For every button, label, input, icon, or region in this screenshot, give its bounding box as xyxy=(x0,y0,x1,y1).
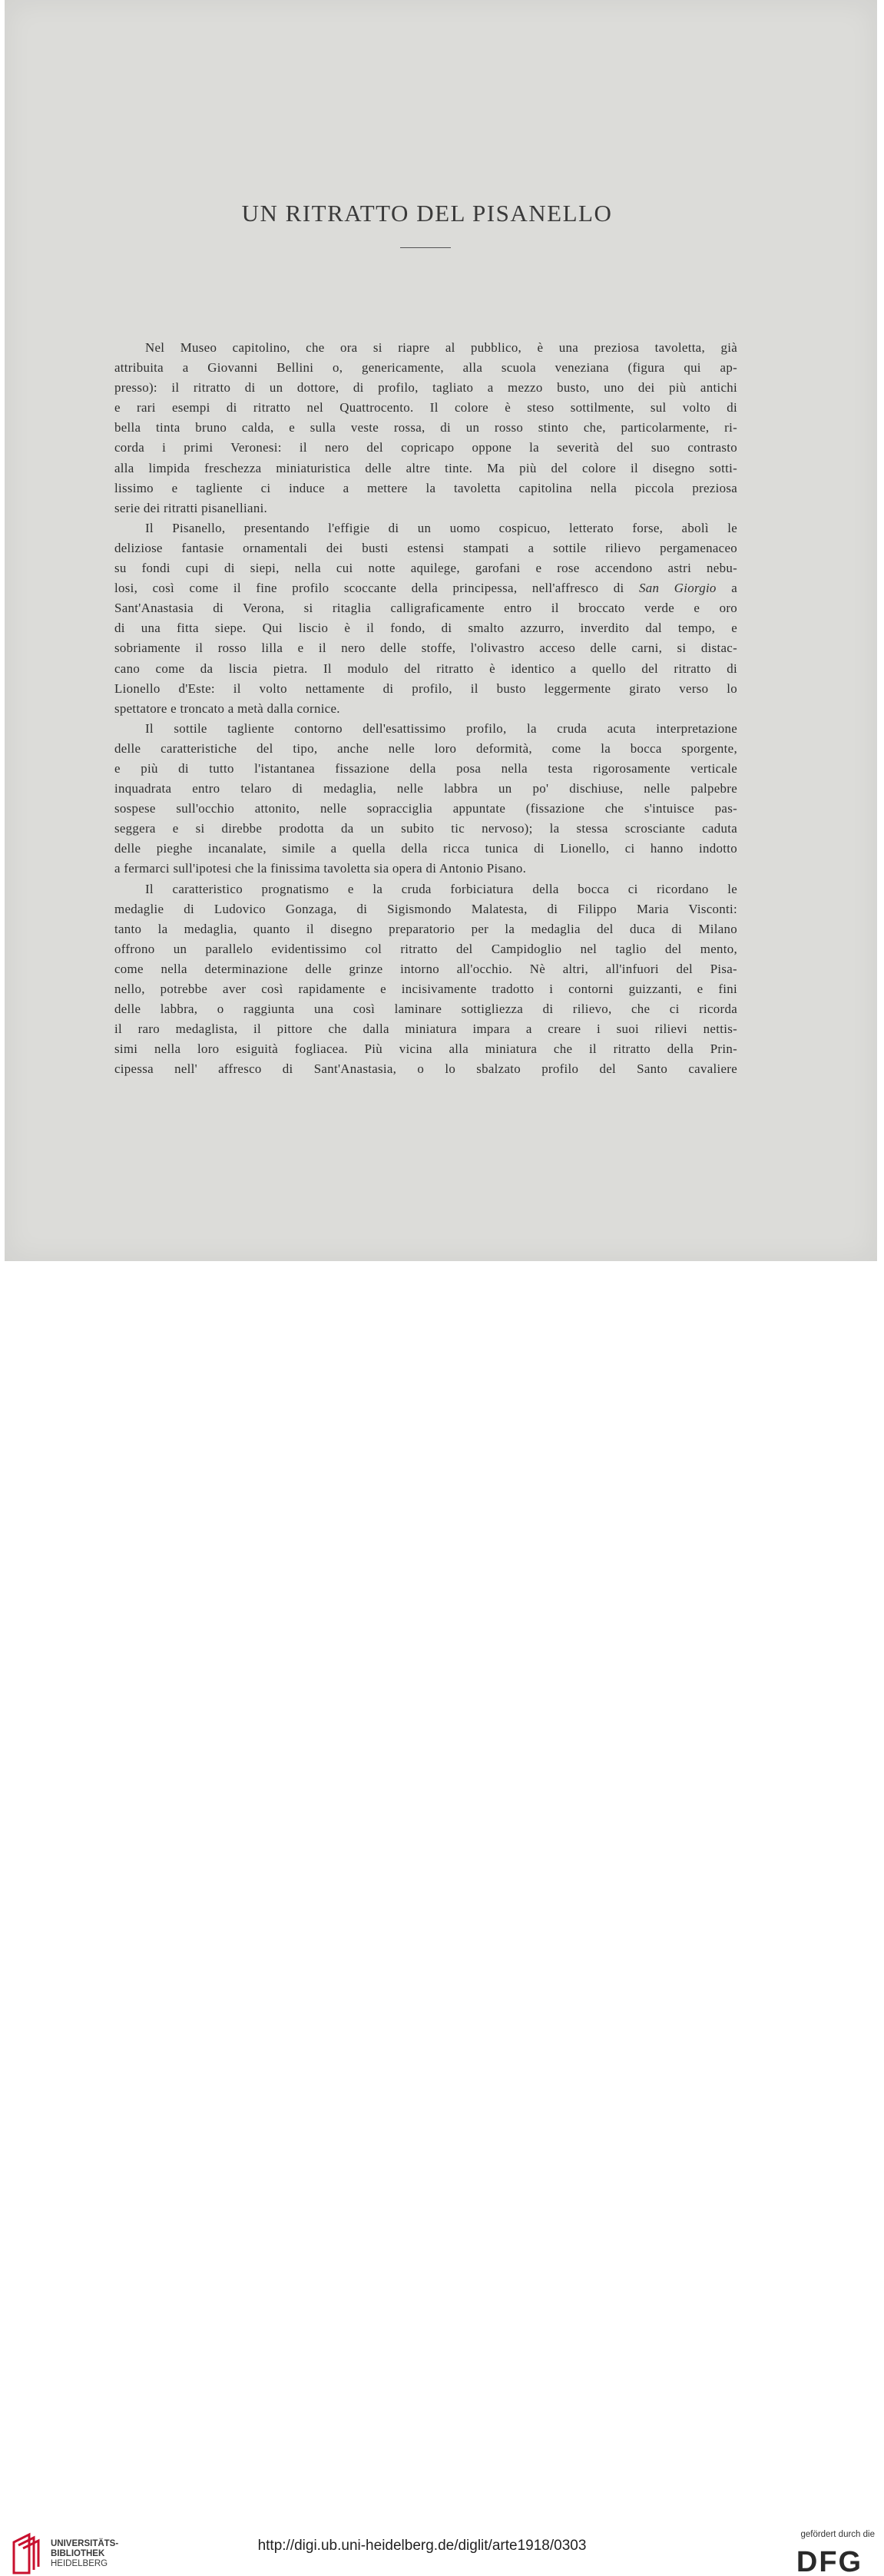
text-line-content: cano come da liscia pietra. Il modulo del ritratto è identico a quello del ritratto di xyxy=(114,661,737,676)
permalink-url[interactable]: http://digi.ub.uni-heidelberg.de/diglit/arte1918/0303 xyxy=(257,2538,587,2554)
text-line-content: inquadrata entro telaro di medaglia, nelle labbra un po' dischiuse, nelle palpebre xyxy=(114,781,737,796)
text-line-content: Il Pisanello, presentando l'effigie di un uomo cospicuo, letterato forse, abolì le xyxy=(145,520,737,535)
article-title: UN RITRATTO DEL PISANELLO xyxy=(241,200,613,227)
text-line xyxy=(114,959,737,979)
text-line-content: il raro medaglista, il pittore che dalla miniatura impara a creare i suoi rilievi nettis- xyxy=(114,1021,737,1037)
text-line-content: Sant'Anastasia di Verona, si ritaglia calligraficamente entro il broccato verde e oro xyxy=(114,601,737,616)
text-line xyxy=(114,679,737,699)
text-line xyxy=(114,1059,737,1079)
text-line xyxy=(114,498,737,518)
text-line xyxy=(114,939,737,959)
text-line xyxy=(114,879,737,899)
text-line xyxy=(114,578,737,598)
text-line-content: Il sottile tagliente contorno dell'esattissimo profilo, la cruda acuta interpretazione xyxy=(145,720,737,736)
text-line-content: attribuita a Giovanni Bellini o, genericamente, alla scuola veneziana (figura qui ap- xyxy=(114,360,737,376)
text-line-content: Lionello d'Este: il volto nettamente di profilo, il busto leggermente girato verso lo xyxy=(114,680,737,696)
text-line-content: Nel Museo capitolino, che ora si riapre al pubblico, è una preziosa tavoletta, già xyxy=(145,340,737,355)
text-line xyxy=(114,899,737,919)
text-line-content: e rari esempi di ritratto nel Quattrocento. Il colore è steso sottilmente, sul volto di xyxy=(114,400,737,416)
text-line-content: simi nella loro esiguità fogliacea. Più vicina alla miniatura che il ritratto della Prin- xyxy=(114,1041,737,1057)
text-line xyxy=(114,779,737,799)
text-line-content: cipessa nell' affresco di Sant'Anastasia, o lo sbalzato profilo del Santo cavaliere xyxy=(114,1061,737,1077)
text-line-content: delle caratteristiche del tipo, anche nelle loro deformità, come la bocca sporgente, xyxy=(114,740,737,756)
text-line xyxy=(114,538,737,558)
text-line xyxy=(114,518,737,538)
text-line xyxy=(114,799,737,819)
text-line xyxy=(114,398,737,418)
text-line-content: bella tinta bruno calda, e sulla veste rossa, di un rosso stinto che, particolarmente, ri- xyxy=(114,420,737,435)
library-line-3: HEIDELBERG xyxy=(51,2559,108,2568)
text-line-content: lissimo e tagliente ci induce a mettere la tavoletta capitolina nella piccola preziosa xyxy=(114,480,737,495)
text-line-tail: a xyxy=(716,581,737,596)
text-line xyxy=(114,418,737,438)
text-line-content: deliziose fantasie ornamentali dei busti estensi stampati a sottile rilievo pergamenaceo xyxy=(114,540,737,555)
text-line-content: losi, così come il fine profilo scoccante della principessa, nell'affresco di xyxy=(114,581,624,596)
text-line xyxy=(114,659,737,679)
text-line xyxy=(114,438,737,458)
title-rule xyxy=(400,247,451,248)
text-line-content: serie dei ritratti pisanelliani. xyxy=(114,500,268,515)
italic-title: San Giorgio xyxy=(638,581,717,596)
text-line-content: offrono un parallelo evidentissimo col ritratto del Campidoglio nel taglio del mento, xyxy=(114,941,737,956)
dfg-logo-icon xyxy=(786,2545,872,2576)
text-line xyxy=(114,759,737,779)
text-line xyxy=(114,459,737,478)
text-line-content: spettatore e troncato a metà dalla cornice. xyxy=(114,700,340,716)
text-line-content: delle labbra, o raggiunta una così laminare sottigliezza di rilievo, che ci ricorda xyxy=(114,1002,737,1017)
footer-bar xyxy=(0,1261,884,2576)
text-line-content: alla limpida freschezza miniaturistica delle altre tinte. Ma più del colore il disegno sotti- xyxy=(114,460,737,475)
text-line xyxy=(114,338,737,358)
text-line-content: sobriamente il rosso lilla e il nero delle stoffe, l'olivastro acceso delle carni, si distac- xyxy=(114,641,737,656)
text-line-content: presso): il ritratto di un dottore, di profilo, tagliato a mezzo busto, uno dei più antichi xyxy=(114,380,737,396)
text-line xyxy=(114,979,737,999)
text-line xyxy=(114,618,737,638)
text-line xyxy=(114,558,737,578)
text-line xyxy=(114,839,737,859)
funding-label: gefördert durch die xyxy=(800,2530,875,2539)
text-line-content: seggera e si direbbe prodotta da un subito tic nervoso); la stessa scrosciante caduta xyxy=(114,821,737,836)
text-line-content: nello, potrebbe aver così rapidamente e incisivamente tradotto i contorni guizzanti, e fini xyxy=(114,982,737,996)
text-line xyxy=(114,859,737,879)
text-line xyxy=(114,739,737,759)
text-line-content: di una fitta siepe. Qui liscio è il fondo, di smalto azzurro, inverdito dal tempo, e xyxy=(114,621,737,636)
text-line xyxy=(114,719,737,739)
text-line-content: e più di tutto l'istantanea fissazione della posa nella testa rigorosamente verticale xyxy=(114,760,737,776)
text-line-content: medaglie di Ludovico Gonzaga, di Sigismondo Malatesta, di Filippo Maria Visconti: xyxy=(114,901,737,916)
dfg-logo-text: DFG xyxy=(796,2546,863,2576)
text-line xyxy=(114,1039,737,1059)
text-line xyxy=(114,598,737,618)
text-line-content: su fondi cupi di siepi, nella cui notte aquilege, garofani e rose accendono astri nebu- xyxy=(114,561,737,576)
text-line xyxy=(114,1019,737,1039)
text-line-content: tanto la medaglia, quanto il disegno preparatorio per la medaglia del duca di Milano xyxy=(114,921,737,936)
library-line-1: UNIVERSITÄTS- xyxy=(51,2539,119,2548)
text-line-content: a fermarci sull'ipotesi che la finissima tavoletta sia opera di Antonio Pisano. xyxy=(114,861,527,876)
article-body xyxy=(114,338,737,1079)
scanned-page xyxy=(5,0,877,1261)
text-line-content: come nella determinazione delle grinze intorno all'occhio. Nè altri, all'infuori del Pisa- xyxy=(114,961,737,976)
library-line-2: BIBLIOTHEK xyxy=(51,2549,105,2558)
text-line xyxy=(114,358,737,378)
text-line xyxy=(114,699,737,719)
text-line xyxy=(114,919,737,939)
text-line xyxy=(114,819,737,839)
text-line-content: sospese sull'occhio attonito, nelle sopracciglia appuntate (fissazione che s'intuisce pas- xyxy=(114,801,737,816)
text-line xyxy=(114,999,737,1019)
text-line xyxy=(114,378,737,398)
text-line-content: corda i primi Veronesi: il nero del copricapo oppone la severità del suo contrasto xyxy=(114,440,737,455)
text-line-content: Il caratteristico prognatismo e la cruda forbiciatura della bocca ci ricordano le xyxy=(145,881,737,896)
text-line xyxy=(114,638,737,658)
text-line-content: delle pieghe incanalate, simile a quella della ricca tunica di Lionello, ci hanno indotto xyxy=(114,841,737,856)
text-line xyxy=(114,478,737,498)
